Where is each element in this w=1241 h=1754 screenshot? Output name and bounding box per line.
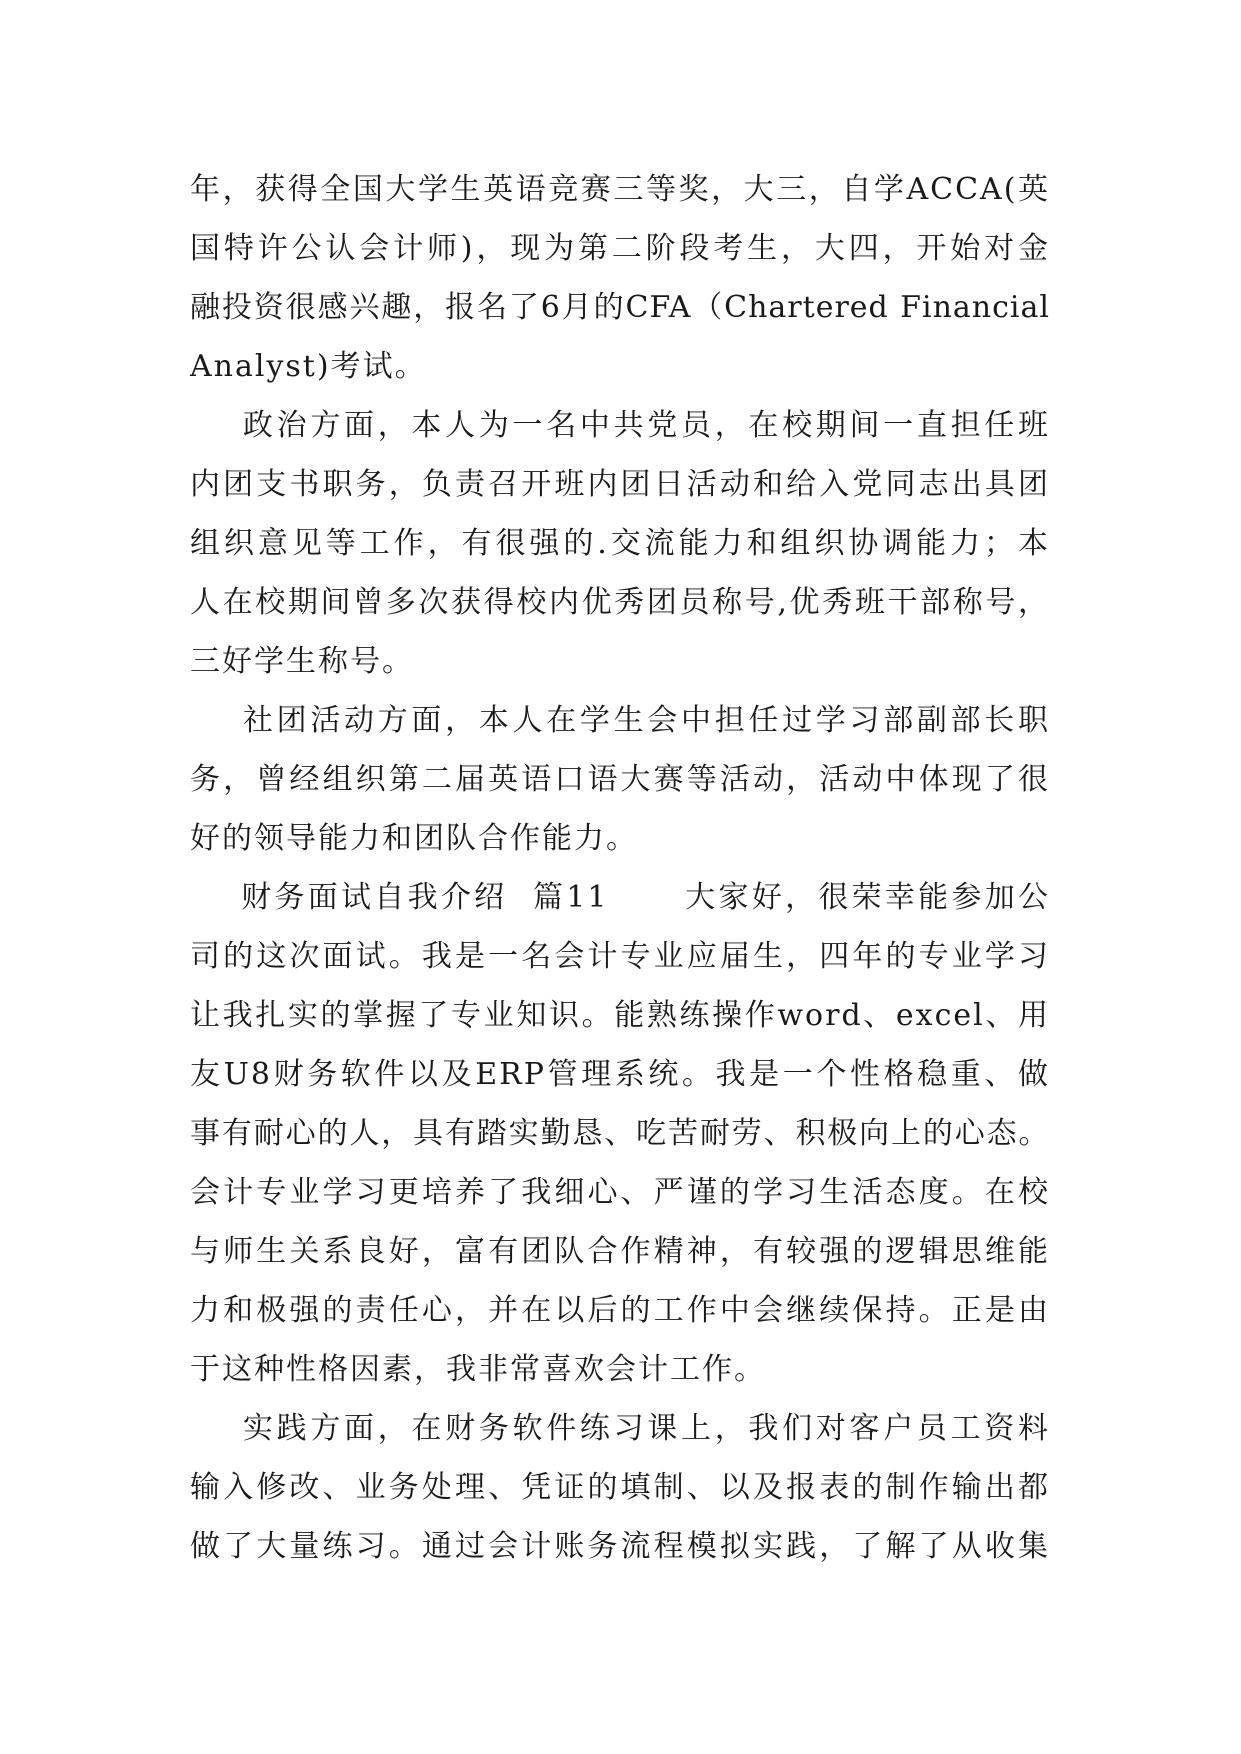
text-line: 融投资很感兴趣，报名了6月的CFA（Chartered Financial [190, 290, 1050, 325]
paragraph-start-line: 社团活动方面，本人在学生会中担任过学习部副部长职 [190, 703, 1050, 738]
text-line: 让我扎实的掌握了专业知识。能熟练操作word、excel、用 [190, 998, 1050, 1033]
text-line: 国特许公认会计师)，现为第二阶段考生，大四，开始对金 [190, 231, 1050, 266]
text-line: 内团支书职务，负责召开班内团日活动和给入党同志出具团 [190, 467, 1050, 502]
text-line: 于这种性格因素，我非常喜欢会计工作。 [190, 1352, 766, 1387]
text-line: 会计专业学习更培养了我细心、严谨的学习生活态度。在校 [190, 1175, 1050, 1210]
paragraph-start-line: 财务面试自我介绍 篇11 大家好，很荣幸能参加公 [190, 880, 1050, 915]
paragraph-start-line: 政治方面，本人为一名中共党员，在校期间一直担任班 [190, 408, 1050, 443]
text-line: 输入修改、业务处理、凭证的填制、以及报表的制作输出都 [190, 1470, 1050, 1505]
text-line: 与师生关系良好，富有团队合作精神，有较强的逻辑思维能 [190, 1234, 1050, 1269]
text-line: Analyst)考试。 [190, 349, 427, 384]
text-line: 好的领导能力和团队合作能力。 [190, 821, 638, 856]
text-line: 三好学生称号。 [190, 644, 414, 679]
text-line: 年，获得全国大学生英语竞赛三等奖，大三，自学ACCA(英 [190, 172, 1050, 207]
document-body [190, 160, 1050, 1576]
paragraph-start-line: 实践方面，在财务软件练习课上，我们对客户员工资料 [190, 1411, 1050, 1446]
text-line: 务，曾经组织第二届英语口语大赛等活动，活动中体现了很 [190, 762, 1050, 797]
text-line: 事有耐心的人，具有踏实勤恳、吃苦耐劳、积极向上的心态。 [190, 1116, 1050, 1151]
text-line: 力和极强的责任心，并在以后的工作中会继续保持。正是由 [190, 1293, 1050, 1328]
text-line: 友U8财务软件以及ERP管理系统。我是一个性格稳重、做 [190, 1057, 1050, 1092]
text-line: 人在校期间曾多次获得校内优秀团员称号,优秀班干部称号， [190, 585, 1050, 620]
text-line: 组织意见等工作，有很强的.交流能力和组织协调能力；本 [190, 526, 1050, 561]
text-line: 做了大量练习。通过会计账务流程模拟实践，了解了从收集 [190, 1529, 1050, 1564]
text-line: 司的这次面试。我是一名会计专业应届生，四年的专业学习 [190, 939, 1050, 974]
